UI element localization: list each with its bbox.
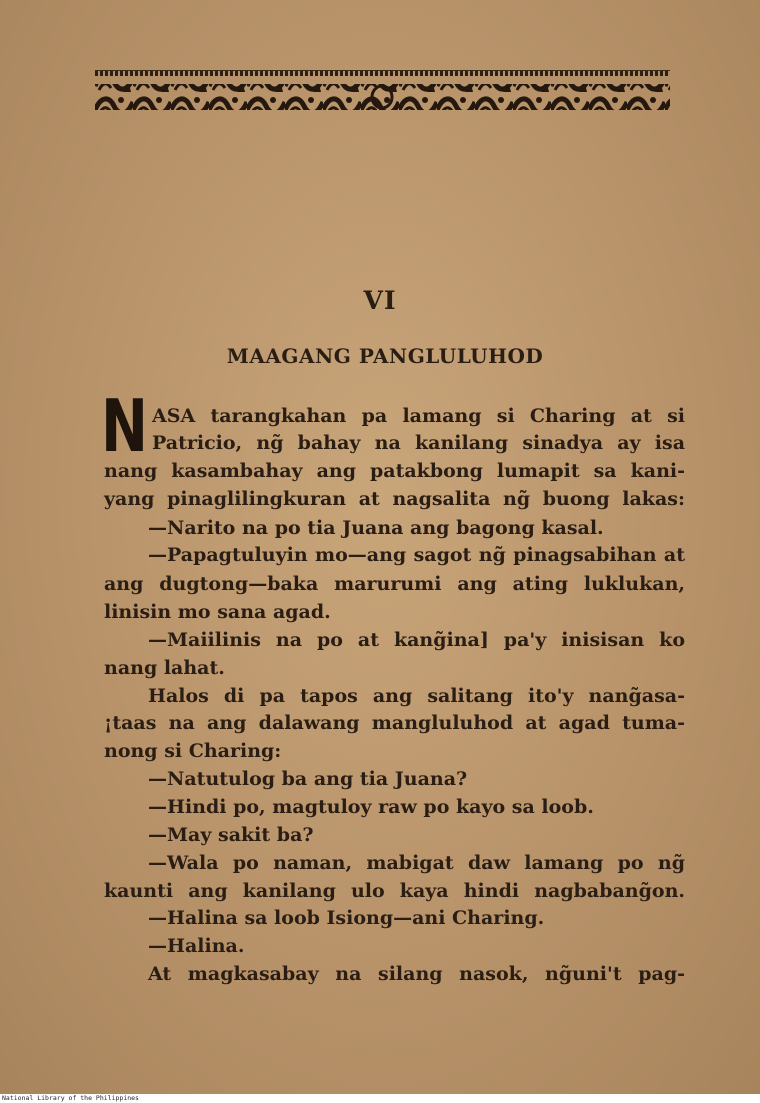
text-line: —Papagtuluyin mo—ang sagot ng̃ pinagsabihan at	[148, 544, 685, 566]
text-line: linisin mo sana agad.	[104, 601, 331, 623]
text-line: —Halina sa loob Isiong—ani Charing.	[148, 907, 545, 929]
text-line: —Hindi po, magtuloy raw po kayo sa loob.	[148, 796, 594, 818]
text-line: ¡taas na ang dalawang mangluluhod at agad tuma-	[104, 712, 685, 734]
text-line: —Halina.	[148, 935, 245, 957]
chapter-title: MAAGANG PANGLULUHOD	[226, 344, 544, 368]
text-line: yang pinaglilingkuran at nagsalita ng̃ buong lakas:	[104, 488, 685, 510]
text-line: nong si Charing:	[104, 740, 282, 762]
text-line: —May sakit ba?	[148, 824, 314, 846]
text-line: ang dugtong—baka marurumi ang ating luklukan,	[104, 573, 685, 595]
text-line: —Natutulog ba ang tia Juana?	[148, 768, 468, 790]
text-line: ASA tarangkahan pa lamang si Charing at si	[152, 405, 685, 427]
drop-cap: N	[101, 384, 149, 468]
text-line: —Narito na po tia Juana ang bagong kasal.	[148, 517, 604, 539]
text-line: —Wala po naman, mabigat daw lamang po ng̃	[148, 852, 685, 874]
text-line: nang lahat.	[104, 657, 225, 679]
text-line: Patricio, ng̃ bahay na kanilang sinadya ay isa	[152, 432, 685, 454]
footer-strip	[0, 1094, 760, 1103]
text-line: kaunti ang kanilang ulo kaya hindi nagbabang̃on.	[104, 880, 685, 902]
text-line: At magkasabay na silang nasok, ng̃uni't pag-	[148, 963, 685, 985]
decorative-border-ornament	[95, 70, 670, 114]
text-line: —Maiilinis na po at kang̃ina] pa'y inisisan ko	[148, 629, 685, 651]
text-line: nang kasambahay ang patakbong lumapit sa kani-	[104, 460, 685, 482]
footer-credit: National Library of the Philippines	[2, 1094, 139, 1102]
chapter-number: VI	[363, 286, 397, 315]
text-line: Halos di pa tapos ang salitang ito'y nang̃asa-	[148, 685, 685, 707]
